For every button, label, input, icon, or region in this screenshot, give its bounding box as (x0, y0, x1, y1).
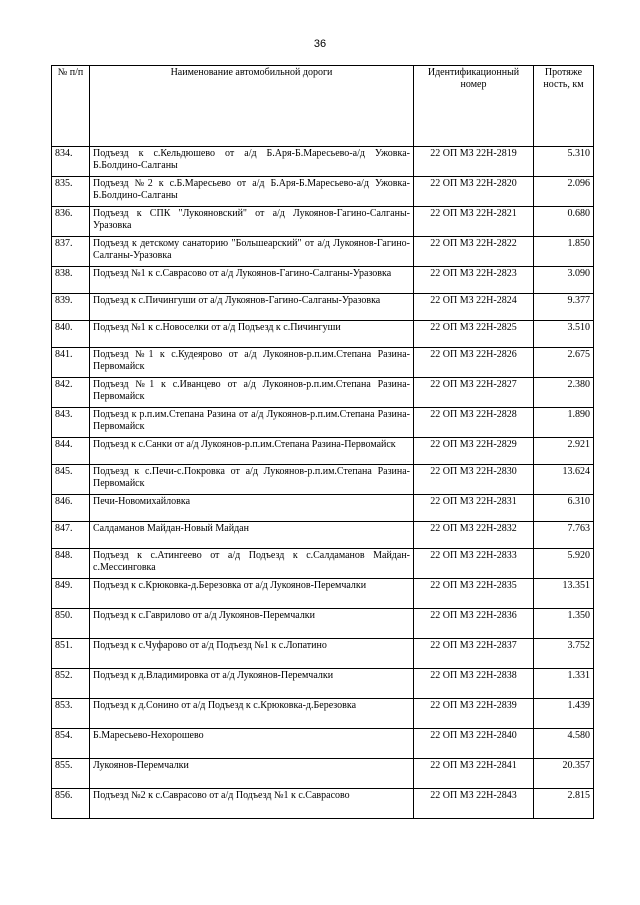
row-length: 0.680 (534, 207, 594, 237)
row-num: 837. (52, 237, 90, 267)
row-length: 7.763 (534, 522, 594, 549)
row-road-name: Подъезд к д.Сонино от а/д Подъезд к с.Крюковка-д.Березовка (90, 699, 414, 729)
row-ident: 22 ОП МЗ 22Н-2827 (414, 378, 534, 408)
row-length: 1.439 (534, 699, 594, 729)
row-road-name: Подъезд к д.Владимировка от а/д Лукоянов-Перемчалки (90, 669, 414, 699)
row-ident: 22 ОП МЗ 22Н-2837 (414, 639, 534, 669)
page-number: 36 (313, 38, 327, 50)
row-length: 3.090 (534, 267, 594, 294)
table-row (52, 237, 594, 267)
row-num: 851. (52, 639, 90, 669)
row-road-name: Подъезд к с.Гаврилово от а/д Лукоянов-Перемчалки (90, 609, 414, 639)
table-row (52, 465, 594, 495)
row-ident: 22 ОП МЗ 22Н-2829 (414, 438, 534, 465)
row-length: 13.351 (534, 579, 594, 609)
table-row (52, 579, 594, 609)
table-row (52, 348, 594, 378)
row-length: 4.580 (534, 729, 594, 759)
row-ident: 22 ОП МЗ 22Н-2843 (414, 789, 534, 819)
row-length: 2.815 (534, 789, 594, 819)
row-road-name: Подъезд к с.Пичингуши от а/д Лукоянов-Гагино-Салганы-Уразовка (90, 294, 414, 321)
table-row (52, 147, 594, 177)
table-row (52, 669, 594, 699)
row-ident: 22 ОП МЗ 22Н-2840 (414, 729, 534, 759)
row-num: 848. (52, 549, 90, 579)
row-ident: 22 ОП МЗ 22Н-2833 (414, 549, 534, 579)
row-length: 1.350 (534, 609, 594, 639)
row-length: 5.920 (534, 549, 594, 579)
table-row (52, 699, 594, 729)
row-ident: 22 ОП МЗ 22Н-2825 (414, 321, 534, 348)
row-length: 3.752 (534, 639, 594, 669)
row-length: 2.380 (534, 378, 594, 408)
row-num: 843. (52, 408, 90, 438)
row-length: 2.921 (534, 438, 594, 465)
table-row (52, 408, 594, 438)
row-length: 13.624 (534, 465, 594, 495)
row-num: 856. (52, 789, 90, 819)
table-row (52, 267, 594, 294)
table-row (52, 294, 594, 321)
row-num: 850. (52, 609, 90, 639)
row-length: 20.357 (534, 759, 594, 789)
row-road-name: Подъезд к с.Чуфарово от а/д Подъезд №1 к с.Лопатино (90, 639, 414, 669)
row-road-name: Подъезд к с.Санки от а/д Лукоянов-р.п.им.Степана Разина-Первомайск (90, 438, 414, 465)
row-num: 847. (52, 522, 90, 549)
header-length: Протяже ность, км (534, 66, 594, 147)
table-row (52, 522, 594, 549)
table-row (52, 378, 594, 408)
header-ident: Идентификационный номер (414, 66, 534, 147)
row-ident: 22 ОП МЗ 22Н-2826 (414, 348, 534, 378)
table-row (52, 729, 594, 759)
row-ident: 22 ОП МЗ 22Н-2819 (414, 147, 534, 177)
row-num: 836. (52, 207, 90, 237)
table-header-row (52, 66, 594, 147)
table-body (52, 147, 594, 819)
table-row (52, 177, 594, 207)
row-num: 838. (52, 267, 90, 294)
row-num: 853. (52, 699, 90, 729)
row-road-name: Подъезд к с.Атингеево от а/д Подъезд к с.Салдаманов Майдан-с.Мессинговка (90, 549, 414, 579)
row-ident: 22 ОП МЗ 22Н-2835 (414, 579, 534, 609)
row-num: 839. (52, 294, 90, 321)
row-num: 840. (52, 321, 90, 348)
table-row (52, 495, 594, 522)
row-ident: 22 ОП МЗ 22Н-2836 (414, 609, 534, 639)
row-length: 1.850 (534, 237, 594, 267)
row-road-name: Подъезд №2 к с.Б.Маресьево от а/д Б.Аря-Б.Маресьево-а/д Ужовка-Б.Болдино-Салганы (90, 177, 414, 207)
row-num: 844. (52, 438, 90, 465)
row-ident: 22 ОП МЗ 22Н-2838 (414, 669, 534, 699)
table-row (52, 609, 594, 639)
row-ident: 22 ОП МЗ 22Н-2832 (414, 522, 534, 549)
row-length: 1.331 (534, 669, 594, 699)
header-name: Наименование автомобильной дороги (90, 66, 414, 147)
row-num: 834. (52, 147, 90, 177)
row-ident: 22 ОП МЗ 22Н-2823 (414, 267, 534, 294)
row-num: 841. (52, 348, 90, 378)
row-road-name: Печи-Новомихайловка (90, 495, 414, 522)
row-num: 854. (52, 729, 90, 759)
row-road-name: Подъезд к с.Крюковка-д.Березовка от а/д Лукоянов-Перемчалки (90, 579, 414, 609)
row-length: 2.096 (534, 177, 594, 207)
row-ident: 22 ОП МЗ 22Н-2839 (414, 699, 534, 729)
row-num: 855. (52, 759, 90, 789)
row-num: 842. (52, 378, 90, 408)
row-road-name: Подъезд к р.п.им.Степана Разина от а/д Лукоянов-р.п.им.Степана Разина-Первомайск (90, 408, 414, 438)
row-length: 6.310 (534, 495, 594, 522)
row-road-name: Подъезд №1 к с.Новоселки от а/д Подъезд к с.Пичингуши (90, 321, 414, 348)
row-num: 852. (52, 669, 90, 699)
row-road-name: Лукоянов-Перемчалки (90, 759, 414, 789)
row-road-name: Салдаманов Майдан-Новый Майдан (90, 522, 414, 549)
row-road-name: Подъезд к с.Кельдюшево от а/д Б.Аря-Б.Маресьево-а/д Ужовка-Б.Болдино-Салганы (90, 147, 414, 177)
row-length: 1.890 (534, 408, 594, 438)
row-ident: 22 ОП МЗ 22Н-2830 (414, 465, 534, 495)
header-num: № п/п (52, 66, 90, 147)
row-ident: 22 ОП МЗ 22Н-2824 (414, 294, 534, 321)
row-road-name: Подъезд к детскому санаторию "Большеарский" от а/д Лукоянов-Гагино-Салганы-Уразовка (90, 237, 414, 267)
row-ident: 22 ОП МЗ 22Н-2841 (414, 759, 534, 789)
roads-table (51, 65, 594, 819)
row-road-name: Б.Маресьево-Нехорошево (90, 729, 414, 759)
row-road-name: Подъезд №1 к с.Кудеярово от а/д Лукоянов-р.п.им.Степана Разина-Первомайск (90, 348, 414, 378)
row-length: 2.675 (534, 348, 594, 378)
row-num: 845. (52, 465, 90, 495)
row-ident: 22 ОП МЗ 22Н-2820 (414, 177, 534, 207)
table-row (52, 321, 594, 348)
row-road-name: Подъезд №1 к с.Иванцево от а/д Лукоянов-р.п.им.Степана Разина-Первомайск (90, 378, 414, 408)
row-length: 5.310 (534, 147, 594, 177)
row-road-name: Подъезд к СПК "Лукояновский" от а/д Лукоянов-Гагино-Салганы-Уразовка (90, 207, 414, 237)
row-road-name: Подъезд №1 к с.Саврасово от а/д Лукоянов-Гагино-Салганы-Уразовка (90, 267, 414, 294)
row-num: 835. (52, 177, 90, 207)
table-row (52, 759, 594, 789)
table-row (52, 789, 594, 819)
row-length: 3.510 (534, 321, 594, 348)
row-length: 9.377 (534, 294, 594, 321)
table-row (52, 207, 594, 237)
table-row (52, 639, 594, 669)
row-road-name: Подъезд №2 к с.Саврасово от а/д Подъезд №1 к с.Саврасово (90, 789, 414, 819)
row-ident: 22 ОП МЗ 22Н-2831 (414, 495, 534, 522)
table-row (52, 549, 594, 579)
row-ident: 22 ОП МЗ 22Н-2822 (414, 237, 534, 267)
row-num: 846. (52, 495, 90, 522)
row-road-name: Подъезд к с.Печи-с.Покровка от а/д Лукоянов-р.п.им.Степана Разина-Первомайск (90, 465, 414, 495)
row-num: 849. (52, 579, 90, 609)
row-ident: 22 ОП МЗ 22Н-2828 (414, 408, 534, 438)
table-row (52, 438, 594, 465)
row-ident: 22 ОП МЗ 22Н-2821 (414, 207, 534, 237)
